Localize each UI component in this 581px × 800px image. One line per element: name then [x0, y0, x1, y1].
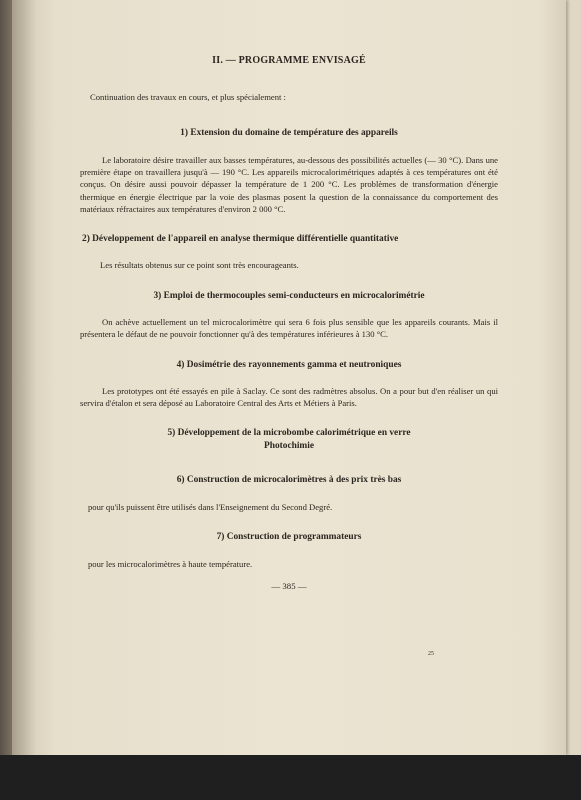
- section-2-text: Les résultats obtenus sur ce point sont très encourageants.: [100, 260, 299, 271]
- section-6-text: pour qu'ils puissent être utilisés dans l'Enseignement du Second Degré.: [88, 501, 333, 512]
- page-fold-shadow: [12, 0, 36, 755]
- section-6-heading: 6) Construction de microcalorimètres à des prix très bas: [176, 475, 402, 486]
- section-1-text: Le laboratoire désire travailler aux basses températures, au-dessous des possibilités actuelles (— 30 °C). Dans une première étape on travaillera jusqu'à — 190 °C. Les appareils microcalorimétriques adaptés à ces températures ont été conçus. On désire aussi pouvoir dépasser la température de 1 200 °C. Les problèmes de transformation d'énergie thermique en énergie électrique par la voie des plasmas posent la question de la connaissance du comportement des matériaux réfractaires aux températures d'environ 2 000 °C.: [80, 154, 498, 214]
- intro-text: Continuation des travaux en cours, et plus spécialement :: [90, 92, 286, 103]
- section-3-heading: 3) Emploi de thermocouples semi-conducteurs en microcalorimétrie: [153, 290, 425, 301]
- section-5-heading-line2: Photochimie: [264, 440, 314, 451]
- section-7-heading: 7) Construction de programmateurs: [216, 532, 362, 543]
- section-4-heading: 4) Dosimétrie des rayonnements gamma et neutroniques: [176, 359, 402, 370]
- scanner-bed: [0, 755, 581, 800]
- page-number: — 385 —: [271, 580, 307, 591]
- document-content: [80, 55, 498, 592]
- page-title: II. — PROGRAMME ENVISAGÉ: [212, 55, 366, 66]
- section-4-text: Les prototypes ont été essayés en pile à Saclay. Ce sont des radmètres absolus. On a pour but d'en réaliser un qui servira d'étalon et sera déposé au Laboratoire Central des Arts et Métiers à Paris.: [80, 386, 498, 409]
- section-7-text: pour les microcalorimètres à haute température.: [88, 558, 253, 569]
- section-5-heading-line1: 5) Développement de la microbombe calorimétrique en verre: [167, 428, 411, 439]
- section-2-heading: 2) Développement de l'appareil en analyse thermique différentielle quantitative: [82, 233, 399, 244]
- section-1-heading: 1) Extension du domaine de température des appareils: [180, 128, 398, 139]
- section-5-heading: [80, 427, 498, 452]
- section-3-text: On achève actuellement un tel microcalorimètre qui sera 6 fois plus sensible que les appareils courants. Mais il présentera le défaut de ne pouvoir fonctionner qu'à des températures inférieures à 130 °C.: [80, 317, 498, 340]
- corner-number: 25: [428, 651, 434, 657]
